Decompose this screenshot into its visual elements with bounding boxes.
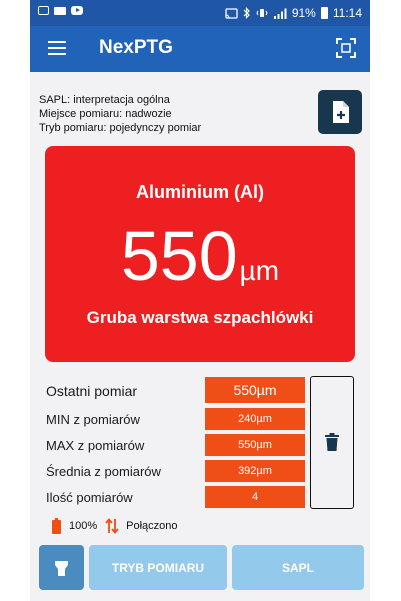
trash-icon [325, 433, 339, 451]
status-bar [30, 0, 370, 26]
measurement-value [45, 218, 355, 294]
avg-value: 392µm [205, 460, 305, 482]
device-battery-icon [52, 518, 61, 534]
mode-info: Tryb pomiaru: pojedynczy pomiar [39, 122, 202, 134]
last-measurement-label: Ostatni pomiar [46, 383, 138, 399]
max-label: MAX z pomiarów [46, 438, 145, 453]
flashlight-button[interactable] [39, 545, 84, 590]
battery-icon [321, 7, 328, 19]
min-label: MIN z pomiarów [46, 412, 140, 427]
min-value: 240µm [205, 408, 305, 430]
count-label: Ilość pomiarów [46, 490, 133, 505]
system-icons [225, 5, 362, 21]
fullscreen-icon[interactable] [336, 38, 356, 58]
material-label: Aluminium (Al) [136, 182, 264, 202]
measurement-info [39, 93, 201, 135]
measurement-unit: µm [239, 255, 280, 286]
battery-percent: 91% [291, 6, 316, 20]
app-bar [30, 26, 370, 72]
bluetooth-icon [243, 7, 251, 19]
vibrate-icon [256, 7, 268, 19]
connection-arrows-icon [105, 518, 119, 534]
hamburger-menu-icon[interactable] [48, 41, 66, 55]
location-info: Miejsce pomiaru: nadwozie [39, 108, 172, 120]
sapl-info: SAPL: interpretacja ogólna [39, 94, 170, 106]
max-value: 550µm [205, 434, 305, 456]
count-value: 4 [205, 486, 305, 508]
cast-icon [225, 8, 238, 19]
flashlight-icon [39, 545, 84, 590]
gallery-icon [38, 6, 49, 15]
clock: 11:14 [332, 6, 362, 20]
avg-label: Średnia z pomiarów [46, 464, 161, 479]
device-battery-level: 100% [69, 520, 98, 532]
app-title: NexPTG [99, 37, 173, 58]
last-measurement-value: 550µm [205, 377, 305, 403]
notification-icons [38, 6, 83, 15]
add-document-icon [318, 90, 362, 134]
measurement-mode-button[interactable]: TRYB POMIARU [89, 545, 227, 590]
delete-measurements-button[interactable] [310, 376, 354, 509]
app-screen [30, 0, 370, 601]
add-report-button[interactable] [318, 90, 362, 134]
video-icon [54, 7, 66, 15]
youtube-icon [71, 6, 83, 15]
connection-status: Połączono [126, 520, 178, 532]
verdict-label: Gruba warstwa szpachlówki [86, 308, 314, 327]
measurement-number: 550 [120, 217, 238, 295]
signal-icon [273, 8, 287, 19]
result-card [45, 146, 355, 362]
sapl-button[interactable]: SAPL [232, 545, 364, 590]
device-status [52, 518, 178, 534]
